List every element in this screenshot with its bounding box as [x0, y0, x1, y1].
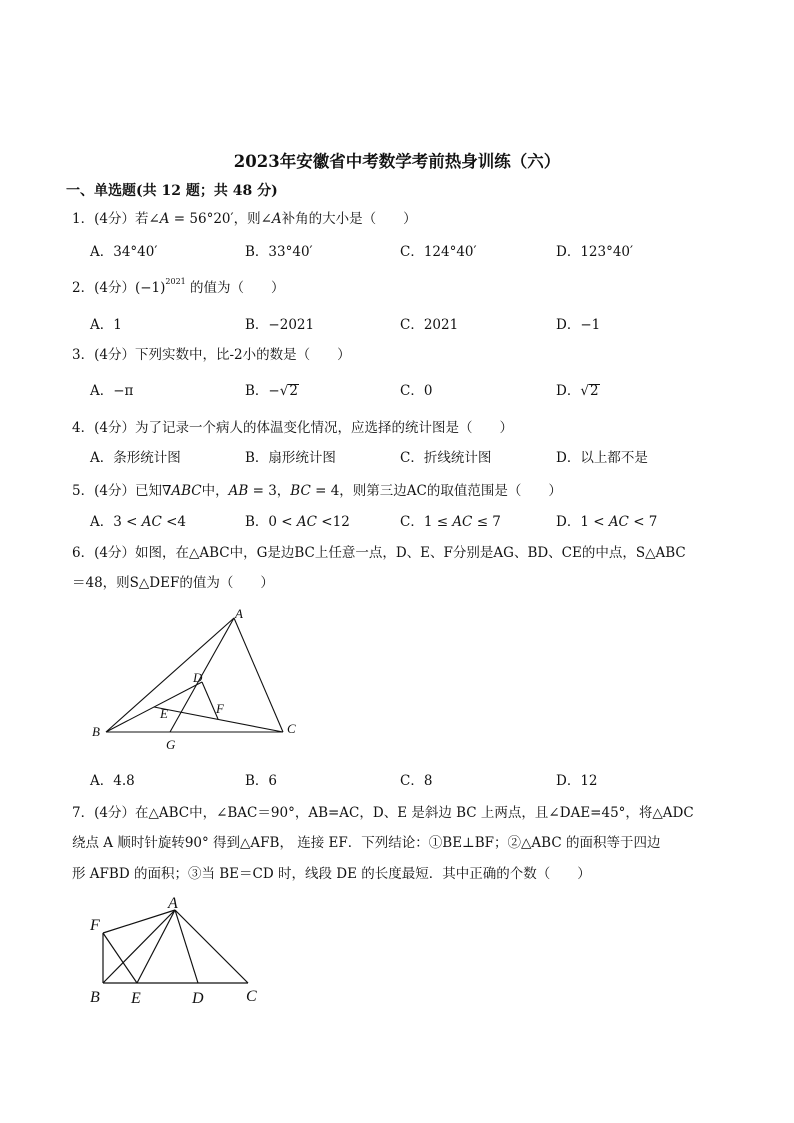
- question-3-stem: 3．(4分）下列实数中，比-2小的数是（ ）: [72, 347, 351, 363]
- question-6-option-b[interactable]: B．6: [245, 773, 278, 789]
- question-2-stem: 2．(4分）$(-1)^{2021}$ 的值为（ ）: [72, 277, 285, 296]
- figure-label-c: C: [287, 721, 296, 736]
- radicand: 2: [289, 383, 298, 399]
- question-2-option-a[interactable]: A．1: [90, 317, 122, 333]
- figure-label-g: G: [166, 737, 176, 752]
- question-7-figure: [80, 888, 280, 1013]
- question-1-option-b[interactable]: B．33°40′: [245, 244, 313, 260]
- figure-label-b: B: [92, 724, 100, 739]
- question-6-stem-line2: ＝48，则S△DEF的值为（ ）: [72, 575, 274, 591]
- figure-label-b: B: [90, 989, 100, 1006]
- figure-label-f: F: [216, 701, 224, 716]
- power-exponent: 2021: [165, 277, 186, 286]
- figure-label-d: D: [192, 990, 204, 1007]
- radicand: 2: [589, 383, 599, 399]
- figure-label-a: A: [168, 895, 178, 912]
- question-6-stem-line1: 6．(4分）如图，在△ABC中，G是边BC上任意一点，D、E、F分别是AG、BD、CE的中点，S△ABC: [72, 545, 686, 561]
- question-2-option-c[interactable]: C．2021: [400, 317, 459, 333]
- power-base: (−1): [134, 280, 166, 296]
- question-6-option-d[interactable]: D．12: [556, 773, 598, 789]
- question-6-option-a[interactable]: A．4.8: [90, 773, 135, 789]
- question-4-stem: 4．(4分）为了记录一个病人的体温变化情况，应选择的统计图是（ ）: [72, 420, 513, 436]
- question-1-option-a[interactable]: A．34°40′: [90, 244, 158, 260]
- page-title: 2023年安徽省中考数学考前热身训练（六）: [233, 152, 561, 171]
- question-3-option-a[interactable]: A．−π: [90, 383, 134, 399]
- question-5-option-a[interactable]: A．3 < AC <4: [90, 514, 187, 530]
- question-7-stem-line1: 7．(4分）在△ABC中，∠BAC＝90°，AB=AC，D、E 是斜边 BC 上两点，且∠DAE=45°，将△ADC: [72, 805, 694, 821]
- question-6-option-c[interactable]: C．8: [400, 773, 433, 789]
- figure-label-a: A: [235, 606, 243, 621]
- question-2-option-d[interactable]: D．−1: [556, 317, 601, 333]
- figure-label-f: F: [90, 917, 100, 934]
- question-3-option-b[interactable]: B．−√2: [245, 383, 298, 399]
- segment-ab: [106, 618, 234, 732]
- question-1-option-d[interactable]: D．123°40′: [556, 244, 634, 260]
- question-4-option-b[interactable]: B．扇形统计图: [245, 450, 336, 466]
- question-2-option-b[interactable]: B．−2021: [245, 317, 315, 333]
- question-4-option-c[interactable]: C．折线统计图: [400, 450, 492, 466]
- figure-label-c: C: [246, 988, 257, 1005]
- question-4-option-a[interactable]: A．条形统计图: [90, 450, 181, 466]
- section-heading: 一、单选题(共 12 题；共 48 分): [66, 183, 278, 199]
- figure-label-d: D: [193, 670, 203, 685]
- figure-label-e: E: [131, 990, 141, 1007]
- question-6-figure: [80, 600, 320, 760]
- question-4-option-d[interactable]: D．以上都不是: [556, 450, 648, 466]
- question-7-stem-line2: 绕点 A 顺时针旋转90° 得到△AFB， 连接 EF．下列结论：①BE⊥BF；②△ABC 的面积等于四边: [72, 835, 661, 851]
- segment-ae: [137, 910, 175, 983]
- question-5-option-d[interactable]: D．1 < AC < 7: [556, 514, 658, 530]
- question-3-option-d[interactable]: D．√2: [556, 383, 599, 399]
- figure-label-e: E: [160, 706, 168, 721]
- segment-ac: [234, 618, 283, 732]
- question-1-option-c[interactable]: C．124°40′: [400, 244, 477, 260]
- question-1-stem: 1．(4分）若∠A = 56°20′，则∠A补角的大小是（ ）: [72, 211, 417, 227]
- question-3-option-c[interactable]: C．0: [400, 383, 433, 399]
- question-5-option-c[interactable]: C．1 ≤ AC ≤ 7: [400, 514, 501, 530]
- question-5-option-b[interactable]: B．0 < AC <12: [245, 514, 350, 530]
- question-5-stem: 5．(4分）已知∇ABC中，AB = 3，BC = 4，则第三边AC的取值范围是（ ）: [72, 483, 562, 499]
- question-7-stem-line3: 形 AFBD 的面积；③当 BE＝CD 时，线段 DE 的长度最短．其中正确的个数（ ）: [72, 866, 591, 882]
- segment-fe: [103, 933, 137, 983]
